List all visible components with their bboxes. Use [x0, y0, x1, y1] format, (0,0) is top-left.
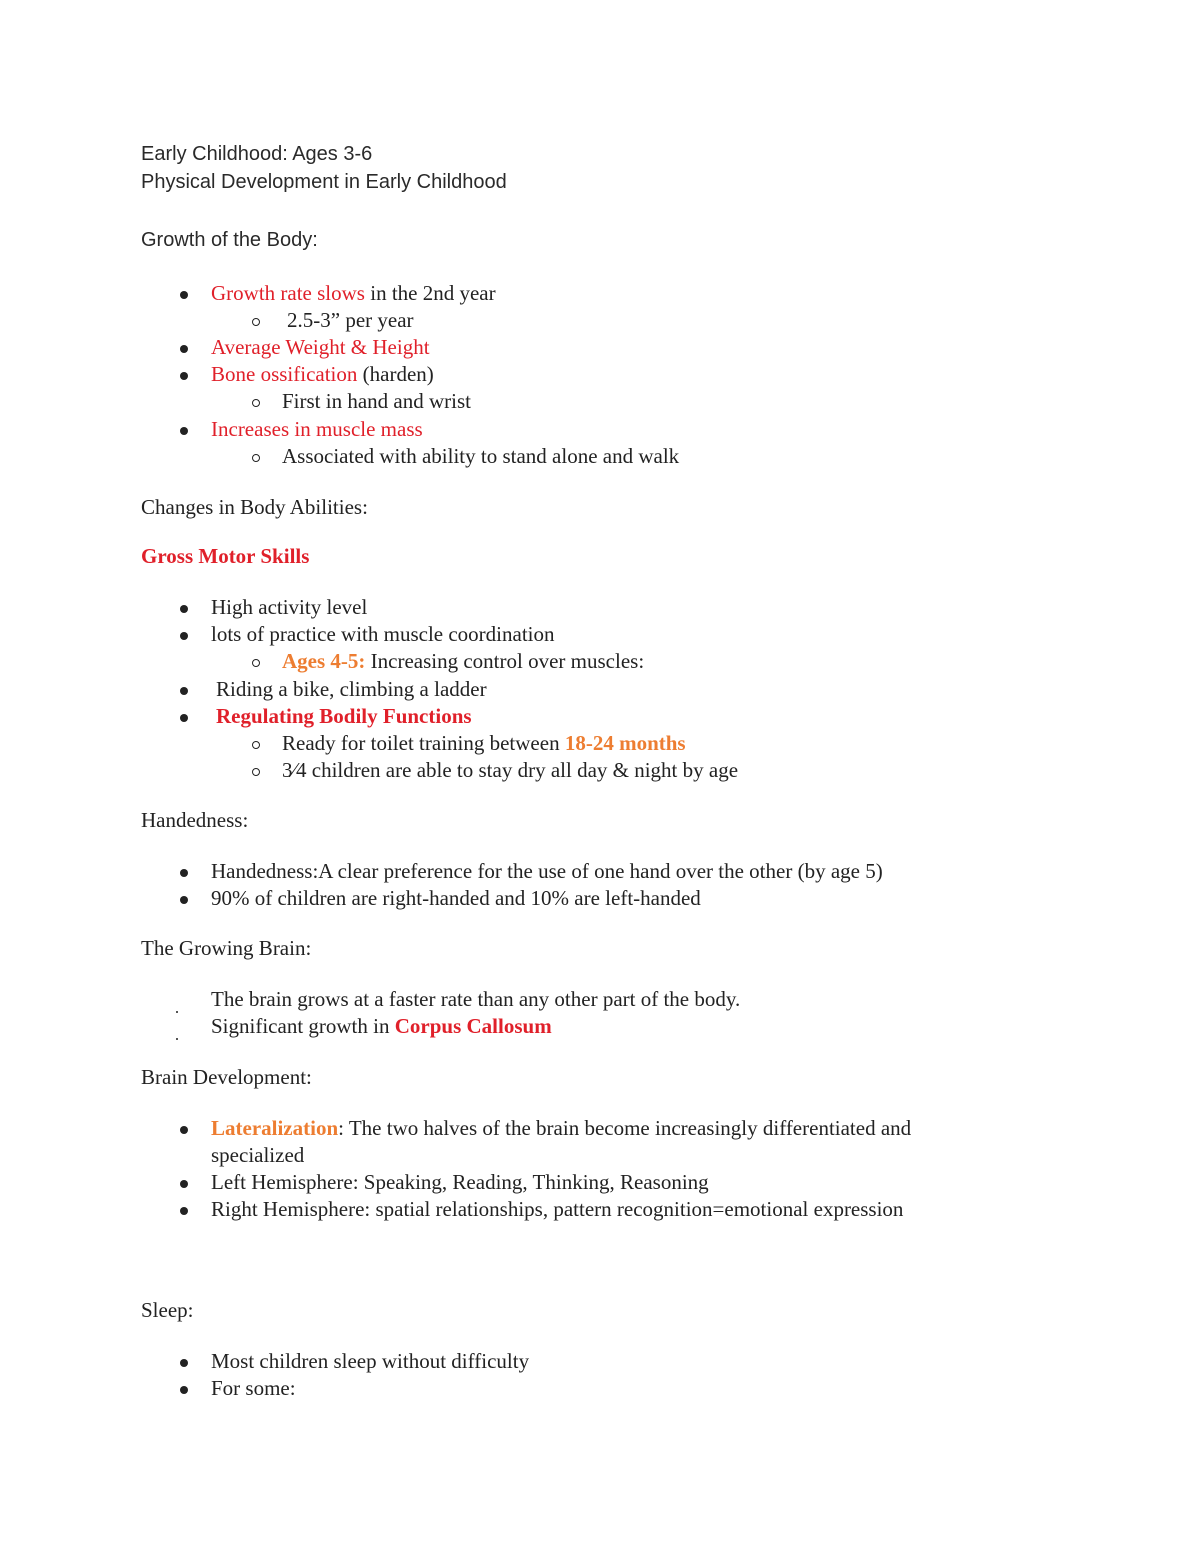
- section-heading-handedness: Handedness:: [141, 808, 249, 832]
- bullet-icon: [180, 1359, 188, 1367]
- sub-bullet-icon: [252, 399, 260, 407]
- highlight-text: Growth rate slows: [211, 281, 365, 305]
- bullet-icon: [180, 869, 188, 877]
- item-text: in the 2nd year: [364, 281, 496, 305]
- section-heading-growing-brain: The Growing Brain:: [141, 936, 312, 960]
- bullet-icon: [180, 687, 188, 695]
- list-item: Most children sleep without difficulty: [211, 1349, 530, 1373]
- list-item: Regulating Bodily Functions: [216, 704, 472, 728]
- bullet-icon: [180, 1126, 188, 1134]
- highlight-text: Bone ossification: [211, 362, 358, 386]
- document-title: Early Childhood: Ages 3-6: [141, 143, 373, 165]
- list-item: [211, 283, 496, 304]
- highlight-text: 18-24 months: [564, 731, 686, 755]
- bullet-icon: [180, 345, 188, 353]
- item-text: Ready for toilet training between: [282, 731, 565, 755]
- sub-list-item: [282, 733, 686, 754]
- item-text: (harden): [357, 362, 434, 386]
- list-item: Average Weight & Height: [211, 335, 430, 359]
- document-subtitle: Physical Development in Early Childhood: [141, 171, 507, 193]
- list-item: Increases in muscle mass: [211, 417, 423, 441]
- sub-bullet-icon: [252, 659, 260, 667]
- list-item: [211, 1016, 552, 1037]
- bullet-icon: [180, 1386, 188, 1394]
- bullet-icon: [180, 605, 188, 613]
- subsection-title-gross-motor: Gross Motor Skills: [141, 544, 310, 568]
- list-item: For some:: [211, 1376, 296, 1400]
- sub-bullet-icon: [252, 318, 260, 326]
- section-heading-abilities: Changes in Body Abilities:: [141, 495, 368, 519]
- highlight-text: Corpus Callosum: [394, 1014, 552, 1038]
- sub-bullet-icon: [252, 741, 260, 749]
- item-text: Increasing control over muscles:: [365, 649, 645, 673]
- list-item: [211, 364, 434, 385]
- bullet-icon: [180, 427, 188, 435]
- bullet-icon: [180, 372, 188, 380]
- list-item: [211, 1118, 911, 1139]
- list-item-continuation: specialized: [211, 1143, 305, 1167]
- list-item: Left Hemisphere: Speaking, Reading, Thinking, Reasoning: [211, 1170, 709, 1194]
- sub-list-item: [282, 651, 644, 672]
- bullet-icon: [180, 896, 188, 904]
- bullet-icon: [180, 291, 188, 299]
- list-item: 90% of children are right-handed and 10% are left-handed: [211, 886, 701, 910]
- sub-bullet-icon: [252, 454, 260, 462]
- sub-list-item: Associated with ability to stand alone and walk: [282, 444, 680, 468]
- bullet-icon: [176, 1038, 178, 1040]
- bullet-icon: [176, 1011, 178, 1013]
- sub-list-item: 3⁄4 children are able to stay dry all day & night by age: [282, 758, 739, 782]
- bullet-icon: [180, 632, 188, 640]
- bullet-icon: [180, 714, 188, 722]
- bullet-icon: [180, 1180, 188, 1188]
- section-heading-sleep: Sleep:: [141, 1298, 194, 1322]
- highlight-text: Ages 4-5:: [282, 649, 366, 673]
- sub-bullet-icon: [252, 768, 260, 776]
- list-item: High activity level: [211, 595, 368, 619]
- section-heading-brain-development: Brain Development:: [141, 1065, 312, 1089]
- bullet-icon: [180, 1207, 188, 1215]
- sub-list-item: First in hand and wrist: [282, 389, 471, 413]
- section-heading-growth: Growth of the Body:: [141, 229, 318, 251]
- sub-list-item: 2.5-3” per year: [287, 308, 414, 332]
- list-item: Handedness:A clear preference for the use of one hand over the other (by age 5): [211, 859, 883, 883]
- item-text: : The two halves of the brain become increasingly differentiated and: [338, 1116, 912, 1140]
- list-item: Right Hemisphere: spatial relationships, pattern recognition=emotional expression: [211, 1197, 904, 1221]
- list-item: Riding a bike, climbing a ladder: [216, 677, 487, 701]
- list-item: lots of practice with muscle coordination: [211, 622, 555, 646]
- list-item: The brain grows at a faster rate than any other part of the body.: [211, 987, 741, 1011]
- highlight-text: Lateralization: [211, 1116, 339, 1140]
- item-text: Significant growth in: [211, 1014, 395, 1038]
